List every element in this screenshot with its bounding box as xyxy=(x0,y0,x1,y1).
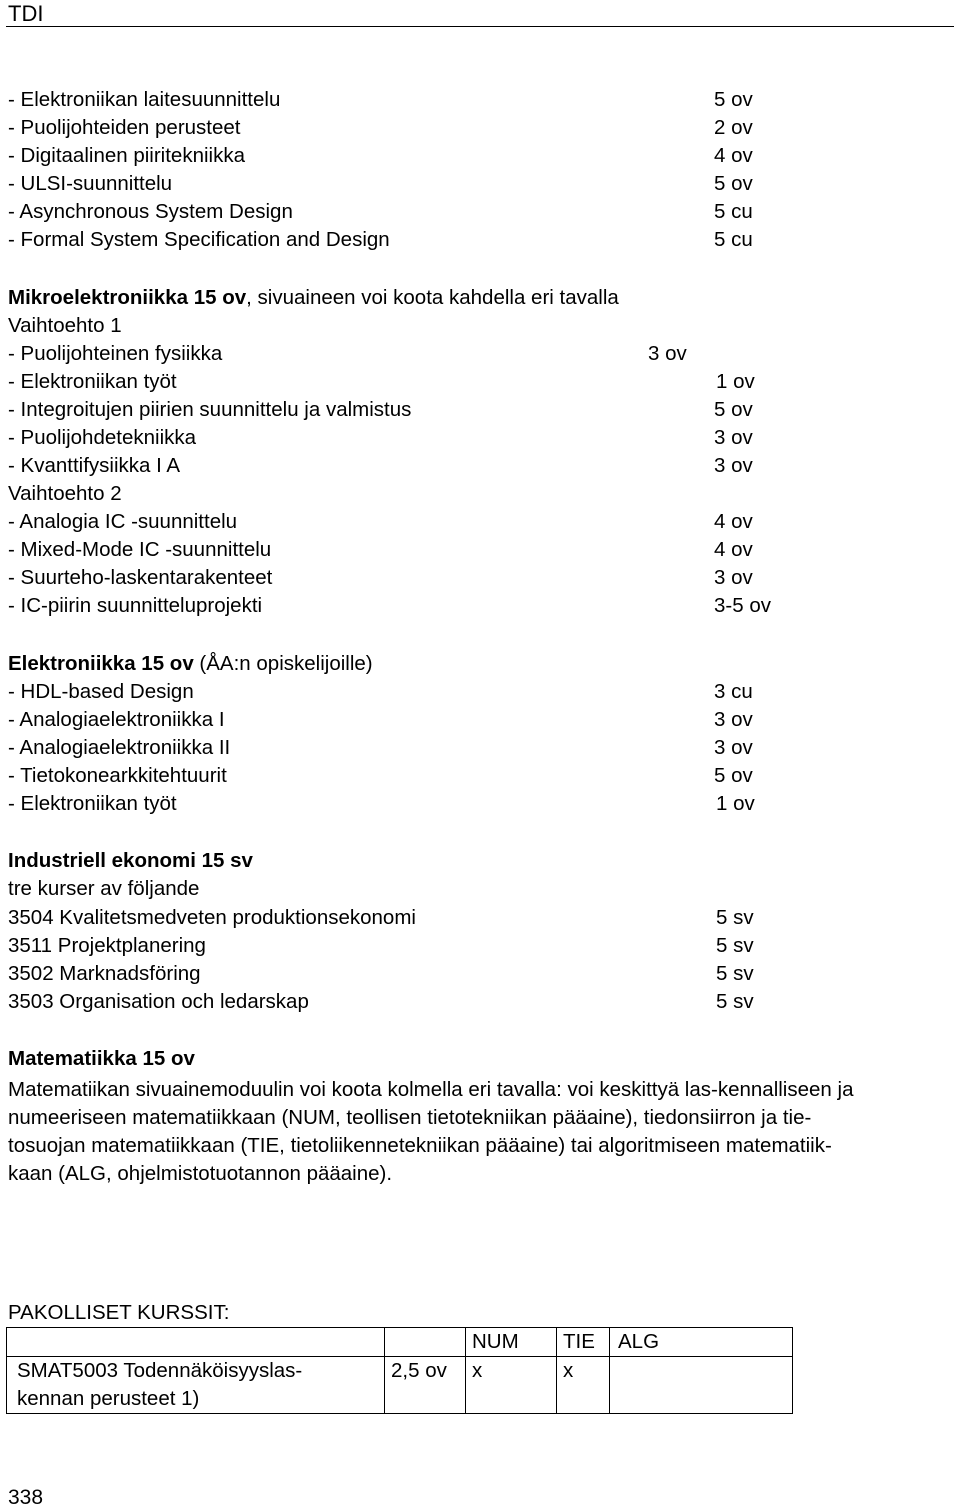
course-credits: 3-5 ov xyxy=(714,594,771,617)
course-name: - Digitaalinen piiritekniikka xyxy=(8,144,245,167)
paragraph-line: kaan (ALG, ohjelmistotuotannon pääaine). xyxy=(8,1162,393,1185)
course-cell xyxy=(7,1357,385,1414)
course-credits: 5 sv xyxy=(716,934,754,957)
required-courses-table xyxy=(6,1327,793,1414)
course-credits: 5 cu xyxy=(714,228,753,251)
mikro-heading-rest: , sivuaineen voi koota kahdella eri tavalla xyxy=(246,286,619,309)
course-name: - Asynchronous System Design xyxy=(8,200,293,223)
course-name: 3503 Organisation och ledarskap xyxy=(8,990,309,1013)
course-name: - IC-piirin suunnitteluprojekti xyxy=(8,594,263,617)
mikro-heading xyxy=(8,284,619,312)
course-credits: 3 cu xyxy=(714,680,753,703)
course-credits: 5 ov xyxy=(714,398,753,421)
matematiikka-heading: Matematiikka 15 ov xyxy=(8,1047,195,1070)
course-line-1: SMAT5003 Todennäköisyyslas- xyxy=(17,1359,303,1382)
header-cell-credits xyxy=(385,1328,466,1357)
tie-cell: x xyxy=(557,1357,610,1414)
course-name: - ULSI-suunnittelu xyxy=(8,172,173,195)
industriell-subheading: tre kurser av följande xyxy=(8,877,200,900)
course-credits: 5 ov xyxy=(714,172,753,195)
elektro-heading-rest: (ÅA:n opiskelijoille) xyxy=(193,652,373,675)
pakolliset-title: PAKOLLISET KURSSIT: xyxy=(8,1301,230,1324)
mikro-heading-bold: Mikroelektroniikka 15 ov xyxy=(8,286,247,309)
course-credits: 4 ov xyxy=(714,538,753,561)
course-name: - Puolijohdetekniikka xyxy=(8,426,197,449)
table-header-row xyxy=(7,1328,793,1357)
paragraph-line: Matematiikan sivuainemoduulin voi koota kolmella eri tavalla: voi keskittyä las-kennalliseen ja xyxy=(8,1078,854,1101)
course-credits: 1 ov xyxy=(716,370,755,393)
credits-cell: 2,5 ov xyxy=(385,1357,466,1414)
course-credits: 2 ov xyxy=(714,116,753,139)
course-credits: 4 ov xyxy=(714,144,753,167)
alg-cell xyxy=(610,1357,793,1414)
course-credits: 3 ov xyxy=(714,736,753,759)
course-credits: 5 ov xyxy=(714,88,753,111)
course-name: - Elektroniikan työt xyxy=(8,370,177,393)
course-name: - Analogiaelektroniikka I xyxy=(8,708,225,731)
header-cell-course xyxy=(7,1328,385,1357)
course-name: - Formal System Specification and Design xyxy=(8,228,390,251)
num-cell: x xyxy=(466,1357,557,1414)
header-cell-num: NUM xyxy=(466,1328,557,1357)
course-name: 3504 Kvalitetsmedveten produktionsekonomi xyxy=(8,906,416,929)
table-row xyxy=(7,1357,793,1414)
elektro-heading-bold: Elektroniikka 15 ov xyxy=(8,652,194,675)
course-name: - Analogiaelektroniikka II xyxy=(8,736,231,759)
course-name: - Puolijohteinen fysiikka xyxy=(8,342,223,365)
course-line-2: kennan perusteet 1) xyxy=(17,1387,200,1410)
page-number: 338 xyxy=(8,1486,44,1509)
alt2-label: Vaihtoehto 2 xyxy=(8,482,122,505)
course-name: - Tietokonearkkitehtuurit xyxy=(8,764,227,787)
paragraph-line: numeeriseen matematiikkaan (NUM, teollisen tietotekniikan pääaine), tiedonsiirron ja tie- xyxy=(8,1106,812,1129)
paragraph-line: tosuojan matematiikkaan (TIE, tietoliikennetekniikan pääaine) tai algoritmiseen matematiik- xyxy=(8,1134,832,1157)
course-credits: 1 ov xyxy=(716,792,755,815)
course-credits: 5 sv xyxy=(716,906,754,929)
course-credits: 5 sv xyxy=(716,990,754,1013)
course-name: - Elektroniikan työt xyxy=(8,792,177,815)
course-credits: 3 ov xyxy=(714,426,753,449)
header-rule xyxy=(6,26,954,27)
course-name: - Puolijohteiden perusteet xyxy=(8,116,241,139)
course-name: - Analogia IC -suunnittelu xyxy=(8,510,238,533)
header-cell-alg: ALG xyxy=(610,1328,793,1357)
course-credits: 3 ov xyxy=(714,454,753,477)
alt1-label: Vaihtoehto 1 xyxy=(8,314,122,337)
course-name: - Suurteho-laskentarakenteet xyxy=(8,566,273,589)
course-credits: 5 cu xyxy=(714,200,753,223)
course-name: - Elektroniikan laitesuunnittelu xyxy=(8,88,281,111)
course-credits: 3 ov xyxy=(714,708,753,731)
document-header: TDI xyxy=(8,1,44,26)
course-credits: 3 ov xyxy=(714,566,753,589)
course-name: - Kvanttifysiikka I A xyxy=(8,454,181,477)
course-credits: 4 ov xyxy=(714,510,753,533)
matematiikka-paragraph xyxy=(8,1076,954,1188)
industriell-heading: Industriell ekonomi 15 sv xyxy=(8,849,253,872)
course-name: - HDL-based Design xyxy=(8,680,194,703)
course-name: - Mixed-Mode IC -suunnittelu xyxy=(8,538,272,561)
course-credits: 5 ov xyxy=(714,764,753,787)
header-cell-tie: TIE xyxy=(557,1328,610,1357)
course-name: - Integroitujen piirien suunnittelu ja valmistus xyxy=(8,398,412,421)
course-name: 3511 Projektplanering xyxy=(8,934,206,957)
course-credits: 3 ov xyxy=(648,342,687,365)
course-name: 3502 Marknadsföring xyxy=(8,962,201,985)
elektro-heading xyxy=(8,650,373,678)
course-credits: 5 sv xyxy=(716,962,754,985)
